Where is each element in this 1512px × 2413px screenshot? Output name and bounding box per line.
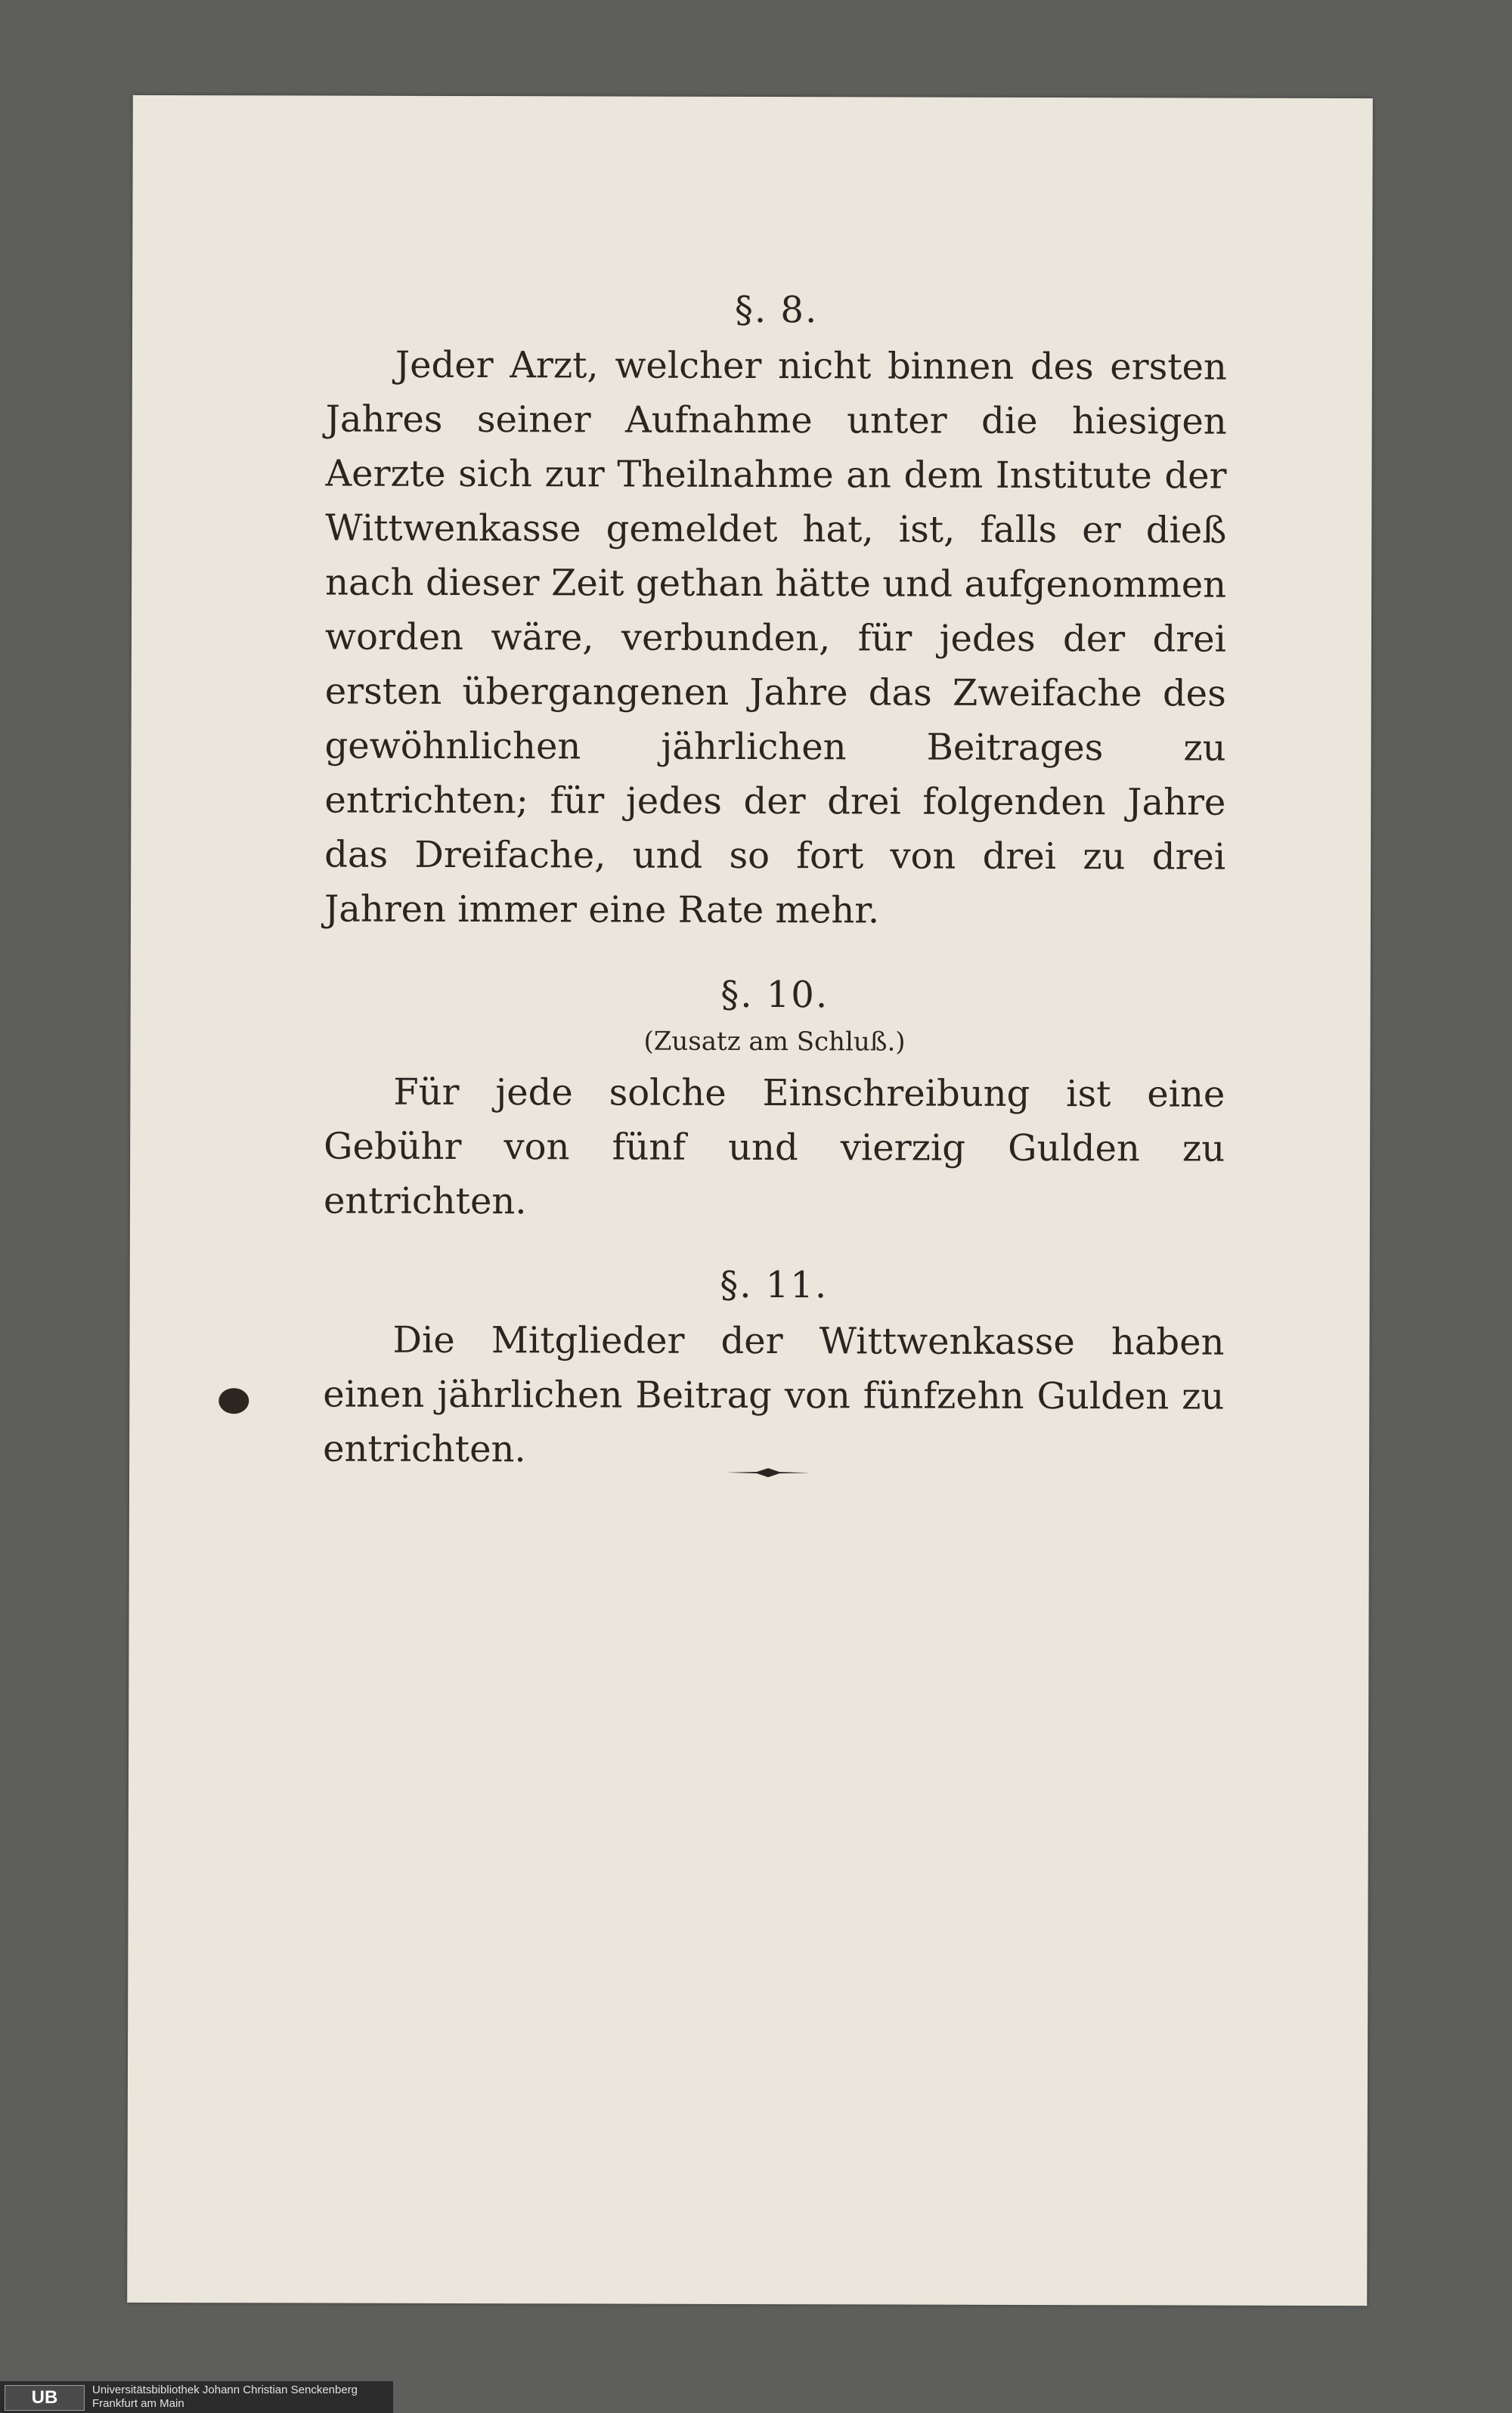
ink-stain (218, 1388, 249, 1414)
document-page (127, 95, 1373, 2306)
section-11-paragraph: Die Mitglieder der Wittwenkasse haben einen jährlichen Beitrag von fünfzehn Gulden zu entrichten. (323, 1318, 1225, 1471)
section-11-heading: §. 11. (720, 1263, 829, 1307)
section-10-heading: §. 10. (720, 973, 829, 1017)
document-body (323, 287, 1227, 1479)
library-logo: UB (5, 2385, 85, 2411)
section-8-heading: §. 8. (734, 288, 819, 332)
section-8-paragraph: Jeder Arzt, welcher nicht binnen des ersten Jahres seiner Aufnahme unter die hiesigen Aerzte sich zur Theilnahme an dem Institute der Wittwenkasse gemeldet hat, ist, falls er dieß nach dieser Zeit gethan hätte und aufgenommen worden wäre, verbunden, für jedes der drei ersten übergangenen Jahre das Zweifache des gewöhnlichen jährlichen Beitrages zu entrichten; für jedes der drei folgenden Jahre das Dreifache, und so fort von drei zu drei Jahren immer eine Rate mehr. (324, 343, 1227, 932)
footer-line-1: Universitätsbibliothek Johann Christian Senckenberg (92, 2384, 358, 2396)
footer-bar (0, 2381, 393, 2413)
section-10-subheading: (Zusatz am Schluß.) (643, 1026, 906, 1058)
ornament-rule (727, 1465, 810, 1480)
footer-line-2: Frankfurt am Main (92, 2397, 184, 2410)
footer-text (92, 2384, 358, 2411)
section-10-paragraph: Für jede solche Einschreibung ist eine Gebühr von fünf und vierzig Gulden zu entrichten. (323, 1070, 1225, 1223)
